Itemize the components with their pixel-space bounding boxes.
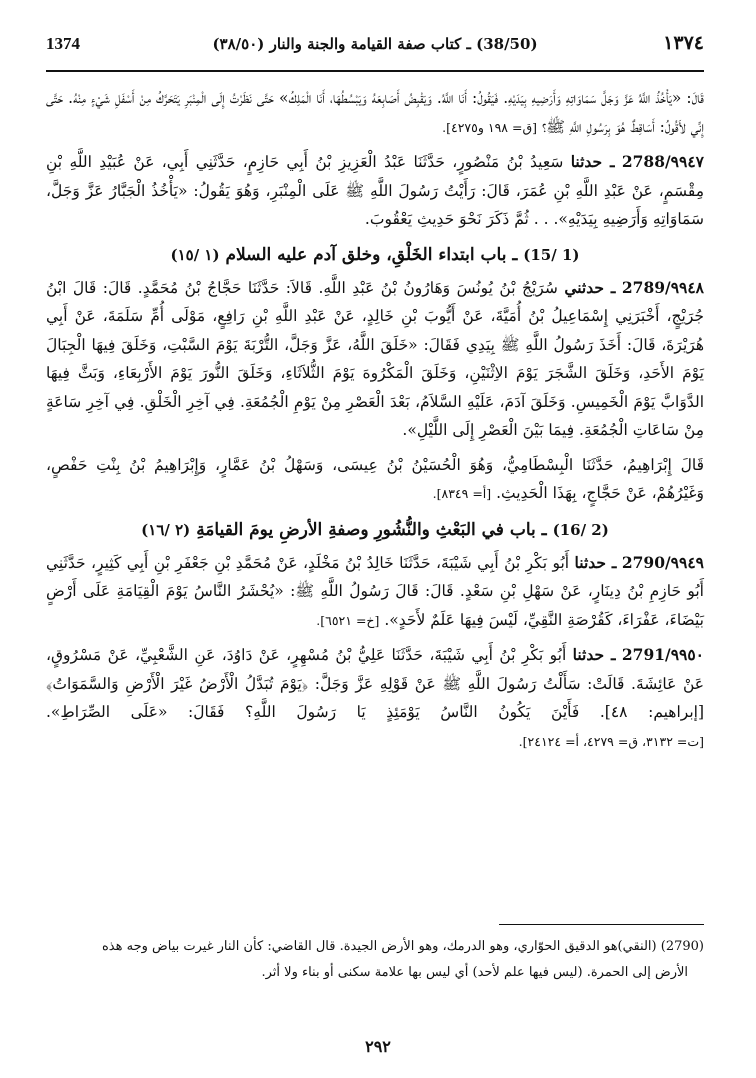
chapter-marker-arabic: (٢ /١٦) [141,520,191,539]
page-body [46,84,704,756]
chapter-marker-arabic: (١ /١٥) [170,245,220,264]
hadith-text: سُرَيْجُ بْنُ يُونُسَ وَهَارُونُ بْنُ عَبْدِ اللَّهِ. قَالاَ: حَدَّثَنَا حَجَّاجُ بْنُ مُحَمَّدٍ. قَالَ: قَالَ ابْنُ جُرَيْجٍ، أَخْبَرَنِي إِسْمَاعِيلُ بْنُ أُمَيَّةَ، عَنْ أَيُّوبَ بْنِ خَالِدٍ، عَنْ عَبْدِ اللَّهِ بْنِ رَافِعٍ، مَوْلَى أُمِّ سَلَمَةَ، عَنْ أَبِي هُرَيْرَةَ، قَالَ: أَخَذَ رَسُولُ اللَّهِ ﷺ بِيَدِي فَقَالَ: «خَلَقَ اللَّهُ، عَزَّ وَجَلَّ، التُّرْبَةَ يَوْمَ السَّبْتِ، وَخَلَقَ فِيهَا الْجِبَالَ يَوْمَ الأَحَدِ، وَخَلَقَ الشَّجَرَ يَوْمَ الاِثْنَيْنِ، وَخَلَقَ الْمَكْرُوهَ يَوْمَ الثُّلاَثَاءِ، وَخَلَقَ النُّورَ يَوْمَ الأَرْبِعَاءِ، وَبَثَّ فِيهَا الدَّوَابَّ يَوْمَ الْخَمِيسِ. وَخَلَقَ آدَمَ، عَلَيْهِ السَّلاَمُ، بَعْدَ الْعَصْرِ مِنْ يَوْمِ الْجُمُعَةِ. فِي آخِرِ الْخَلْقِ. فِي آخِرِ سَاعَةٍ مِنْ سَاعَاتِ الْجُمُعَةِ. فِيمَا بَيْنَ الْعَصْرِ إِلَى اللَّيْلِ». [46,278,704,439]
hadith-lead: ـ حدثنا [572,645,616,664]
hadith-lead: ـ حدثنا [574,552,617,572]
hadith-text: أَبُو بَكْرِ بْنُ أَبِي شَيْبَةَ، حَدَّثَنَا عَلِيُّ بْنُ مُسْهِرٍ، عَنْ دَاوُدَ، عَنِ الشَّعْبِيِّ، عَنْ مَسْرُوقٍ، عَنْ عَائِشَةَ. قَالَتْ: سَأَلْتُ رَسُولَ اللَّهِ ﷺ عَنْ قَوْلِهِ عَزَّ وَجَلَّ: ﴿يَوْمَ تُبَدَّلُ الْأَرْضُ غَيْرَ الْأَرْضِ وَالسَّمَوَاتُ﴾ [إبراهيم: ٤٨]. فَأَيْنَ يَكُونُ النَّاسُ يَوْمَئِذٍ يَا رَسُولَ اللَّهِ؟ فَقَالَ: «عَلَى الصِّرَاطِ». [46,646,705,721]
running-title: (38/50) ـ كتاب صفة القيامة والجنة والنار (٣٨/٥٠) [212,35,538,53]
footnotes [46,934,704,986]
hadith-lead: ـ حدثني [564,277,616,297]
cross-reference: [خ= ٦٥٢١]. [316,612,380,628]
hadith-number: ٩٩٤٧/2788 [621,152,704,171]
folio-number: ٢٩٢ [365,1037,391,1056]
hadith-continuation [46,84,704,142]
chapter-title: ـ باب ابتداء الخَلْقِ، وخلق آدم عليه السلام [225,244,518,265]
footnote-divider [499,924,704,925]
hadith-number: ٩٩٥٠/2791 [621,645,704,664]
footnote-line: الأرض إلى الحمرة. (ليس فيها علم لأحد) أي ليس بها علامة سكنى أو بناء ولا أثر. [261,965,688,980]
hadith-9947 [46,148,704,234]
page-number-latin: 1374 [46,34,80,53]
chapter-heading-15 [46,240,704,270]
chapter-marker: (2 /16) [552,520,609,539]
hadith-lead: ـ حدثنا [570,152,615,171]
hadith-text: أَبُو بَكْرِ بْنُ أَبِي شَيْبَةَ، حَدَّثَنَا خَالِدُ بْنُ مَخْلَدٍ، عَنْ مُحَمَّدِ بْنِ جَعْفَرِ بْنِ أَبِي كَثِيرٍ، حَدَّثَنِي أَبُو حَازِمِ بْنُ دِينَارٍ، عَنْ سَهْلِ بْنِ سَعْدٍ. قَالَ: قَالَ رَسُولُ اللَّهِ ﷺ: «يُحْشَرُ النَّاسُ يَوْمَ الْقِيَامَةِ عَلَى أَرْضٍ بَيْضَاءَ، عَفْرَاءَ، كَقُرْصَةِ النَّقِيِّ، لَيْسَ فِيهَا عَلَمٌ لأَحَدٍ». [46,553,704,629]
note-text: قَالَ إِبْرَاهِيمُ، حَدَّثَنَا الْبِسْطَامِيُّ، وَهُوَ الْحُسَيْنُ بْنُ عِيسَى، وَسَهْلُ بْنُ عَمَّارٍ، وَإِبْرَاهِيمُ بْنُ بِنْتِ حَفْصٍ، وَغَيْرُهُمْ، عَنْ حَجَّاجٍ، بِهَذَا الْحَدِيثِ. [46,455,704,502]
narrator-note [46,451,704,509]
hadith-number: ٩٩٤٨/2789 [621,277,704,297]
page-number-arabic: ١٣٧٤ [663,32,704,54]
cross-reference: [أ= ٨٣٤٩]. [432,486,492,501]
hadith-text: قَالَ: «يَأْخُذُ اللَّهُ عَزَّ وَجَلَّ سَمَاوَاتِهِ وَأَرَضِيهِ بِيَدَيْهِ. فَيَقُولُ: أَنَا اللَّهُ. وَيَقْبِضُ أَصَابِعَهُ وَيَبْسُطُهَا، أَنَا الْمَلِكُ» حَتَّى نَظَرْتُ إِلَى الْمِنْبَرِ يَتَحَرَّكُ مِنْ أَسْفَلِ شَيْءٍ مِنْهُ. حَتَّى إِنِّي لأَقُولُ: أَسَاقِطٌ هُوَ بِرَسُولِ اللَّهِ ﷺ؟ [46,89,704,136]
chapter-marker: (1 /15) [523,245,580,264]
hadith-text: سَعِيدُ بْنُ مَنْصُورٍ، حَدَّثَنَا عَبْدُ الْعَزِيزِ بْنُ أَبِي حَازِمٍ، حَدَّثَنِي أَبِي، عَنْ عُبَيْدِ اللَّهِ بْنِ مِقْسَمٍ، عَنْ عَبْدِ اللَّهِ بْنِ عُمَرَ، قَالَ: رَأَيْتُ رَسُولَ اللَّهِ ﷺ عَلَى الْمِنْبَرِ، وَهُوَ يَقُولُ: «يَأْخُذُ الْجَبَّارُ عَزَّ وَجَلَّ، سَمَاوَاتِهِ وَأَرَضِيهِ بِيَدَيْهِ». . . ثُمَّ ذَكَرَ نَحْوَ حَدِيثِ يَعْقُوبَ. [46,153,704,228]
footnote-line: (2790) (النقي)هو الدقيق الحوّاري، وهو الدرمك، وهو الأرض الجيدة. قال القاضي: كأن النار غيرت بياض وجه هذه [101,939,704,954]
hadith-number: ٩٩٤٩/2790 [621,552,704,572]
cross-reference: [ت= ٣١٣٢، ق= ٤٢٧٩، أ= ٢٤١٢٤]. [518,733,704,749]
cross-reference: [ق= ١٩٨ و٤٢٧٥]. [442,119,538,135]
hadith-9949 [46,549,704,636]
hadith-9948 [46,274,704,445]
chapter-title: ـ باب في البَعْثِ والنُّشُورِ وصفةِ الأرضِ يومَ القيامَةِ [196,519,547,540]
hadith-9950 [46,641,704,756]
running-header [46,30,704,72]
chapter-heading-16 [46,515,704,545]
